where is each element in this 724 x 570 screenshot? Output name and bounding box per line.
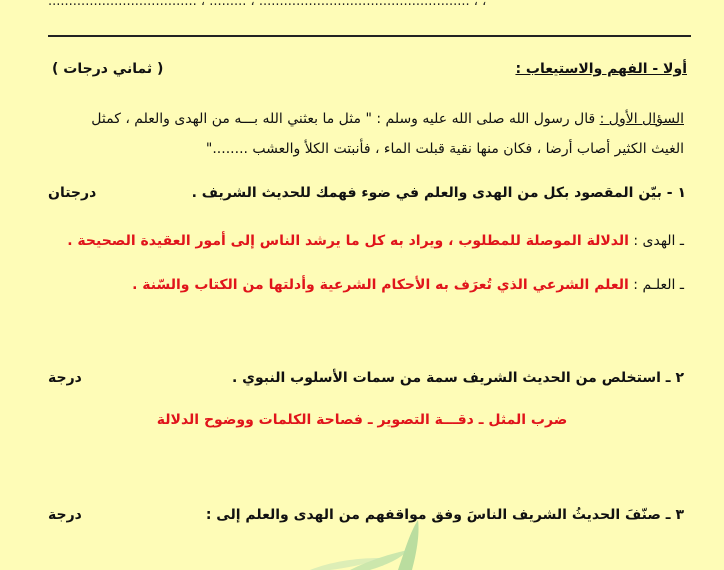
item1-answer-huda xyxy=(67,233,684,249)
item3-question: ٣ ـ صنّفَ الحديثُ الشريف الناسَ وفق مواقفهم من الهدى والعلم إلى : xyxy=(205,507,684,523)
item1-question: ١ - بيّن المقصود بكل من الهدى والعلم في ضوء فهمك للحديث الشريف . xyxy=(191,185,686,201)
answer-definition-ilm: العلم الشرعي الذي تُعرَف به الأحكام الشرعية وأدلتها من الكتاب والسّنة . xyxy=(132,277,629,293)
header-dots: .................................... ، ......... ، ................................................... ، ، xyxy=(48,0,487,9)
answer-term-huda: ـ الهدى : xyxy=(628,233,684,249)
header-divider xyxy=(48,35,691,37)
question1-text-line1: قال رسول الله صلى الله عليه وسلم : " مثل ما بعثني الله بـــه من الهدى والعلم ، كمثل xyxy=(91,111,600,127)
section-marks: ( ثماني درجات ) xyxy=(52,61,164,77)
leaf-decoration-icon xyxy=(230,510,470,570)
question1-line1 xyxy=(40,104,684,134)
item2-question: ٢ ـ استخلص من الحديث الشريف سمة من سمات الأسلوب النبوي . xyxy=(231,370,684,386)
item2-answer xyxy=(0,412,724,428)
answer-term-ilm: ـ العلـم : xyxy=(628,277,684,293)
question1-label: السؤال الأول : xyxy=(599,111,684,127)
question1-intro xyxy=(40,104,684,164)
item1-answer-ilm xyxy=(132,277,684,293)
section-title: أولا - الفهم والاستيعاب : xyxy=(515,61,687,77)
item1-marks: درجتان xyxy=(48,185,97,201)
header-fill-in-line xyxy=(48,0,696,9)
answer-definition-huda: الدلالة الموصلة للمطلوب ، ويراد به كل ما يرشد الناس إلى أمور العقيدة الصحيحة . xyxy=(67,233,629,249)
item2-marks: درجة xyxy=(48,370,82,386)
question1-text-line2: الغيث الكثير أصاب أرضا ، فكان منها نقية قبلت الماء ، فأنبتت الكلأ والعشب ........" xyxy=(205,141,684,157)
item3-marks: درجة xyxy=(48,507,82,523)
item2-answer-text: ضرب المثل ـ دقـــة التصوير ـ فصاحة الكلمات ووضوح الدلالة xyxy=(156,412,568,428)
